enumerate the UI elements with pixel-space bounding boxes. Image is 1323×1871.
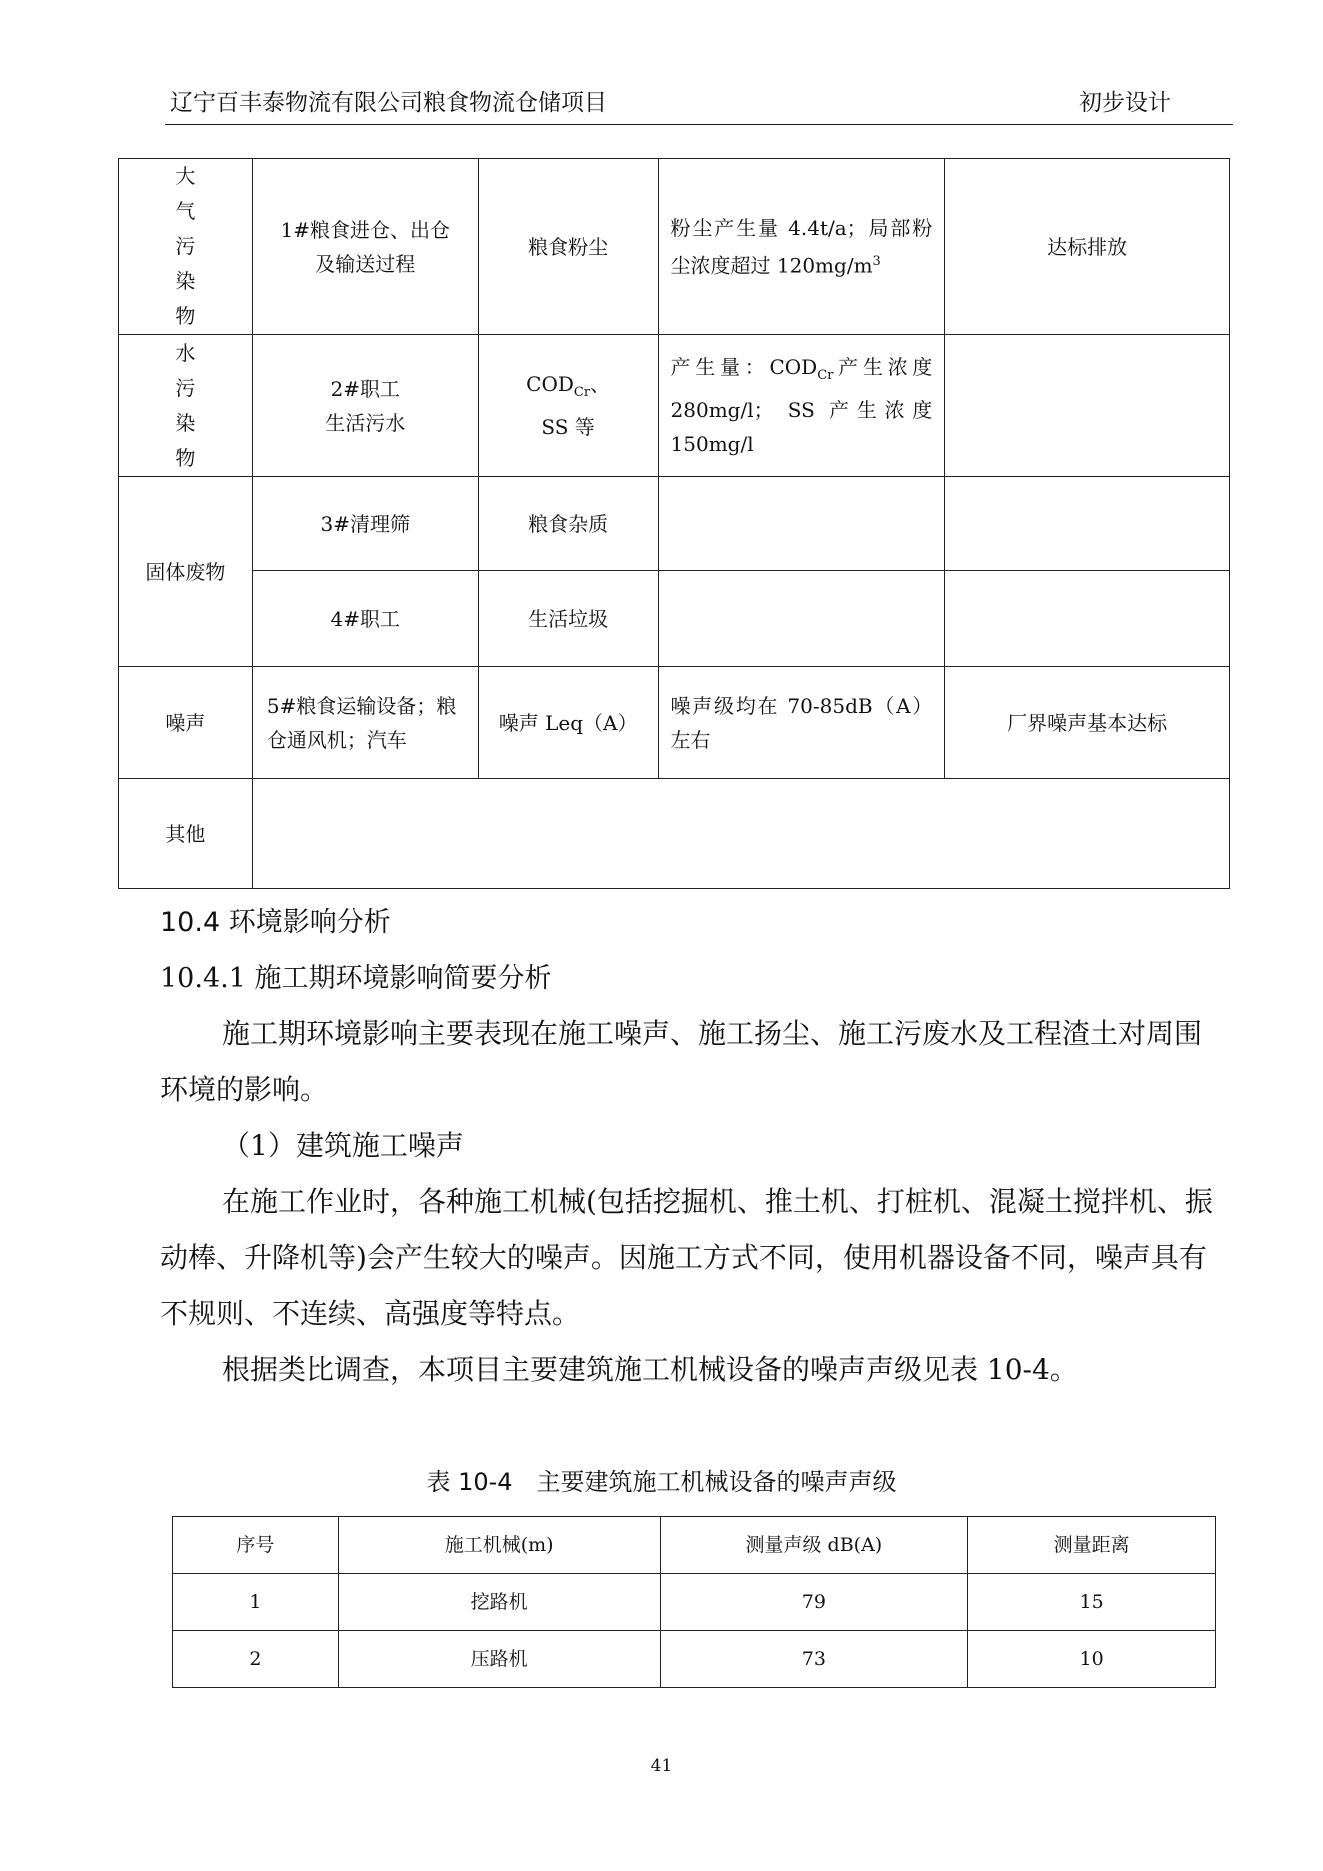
pollutant-line: SS 等	[541, 415, 595, 439]
column-header: 测量距离	[968, 1517, 1216, 1574]
source-cell: 4#职工	[252, 571, 478, 667]
source-line: 2#职工	[330, 376, 400, 401]
page-number: 41	[650, 1756, 673, 1776]
table-cell: 挖路机	[338, 1574, 660, 1631]
category-cell: 其他	[119, 779, 253, 889]
pollutant-line	[479, 367, 658, 410]
table-caption: 表 10-4 主要建筑施工机械设备的噪声声级	[426, 1468, 897, 1496]
paragraph: （1）建筑施工噪声	[222, 1129, 464, 1162]
table-row	[119, 571, 1230, 667]
table-row	[119, 477, 1230, 571]
category-cell: 固体废物	[119, 477, 253, 667]
table-header-row	[173, 1517, 1216, 1574]
header-title: 辽宁百丰泰物流有限公司粮食物流仓储项目	[170, 90, 607, 116]
table-row	[173, 1631, 1216, 1688]
amount-subscript: Cr	[817, 368, 834, 383]
amount-cell: 噪声级均在 70-85dB（A）左右	[658, 667, 945, 779]
table-row	[119, 159, 1230, 335]
content-cell	[252, 779, 1229, 889]
amount-cell	[658, 159, 945, 335]
amount-cell	[658, 335, 945, 477]
source-cell: 1#粮食进仓、出仓及输送过程	[252, 159, 478, 335]
amount-text: 产生量：COD	[670, 355, 818, 379]
measure-cell	[945, 335, 1230, 477]
source-cell: 3#清理筛	[252, 477, 478, 571]
table-row	[119, 335, 1230, 477]
table-cell: 73	[660, 1631, 968, 1688]
pollutant-cell	[478, 335, 658, 477]
column-header: 测量声级 dB(A)	[660, 1517, 968, 1574]
column-header: 序号	[173, 1517, 339, 1574]
table-cell: 1	[173, 1574, 339, 1631]
amount-cell	[658, 571, 945, 667]
measure-cell	[945, 477, 1230, 571]
table-cell: 10	[968, 1631, 1216, 1688]
measure-cell: 达标排放	[945, 159, 1230, 335]
source-cell: 5#粮食运输设备；粮仓通风机；汽车	[252, 667, 478, 779]
pollution-table	[118, 158, 1230, 889]
pollutant-cell: 噪声 Leq（A）	[478, 667, 658, 779]
category-label: 大气污染物	[175, 164, 196, 328]
paragraph: 根据类比调查，本项目主要建筑施工机械设备的噪声声级见表 10-4。	[222, 1353, 1078, 1386]
table-cell: 15	[968, 1574, 1216, 1631]
table-row	[173, 1574, 1216, 1631]
source-cell	[252, 335, 478, 477]
pollutant-cell: 生活垃圾	[478, 571, 658, 667]
column-header: 施工机械(m)	[338, 1517, 660, 1574]
table-row	[119, 667, 1230, 779]
table-cell: 79	[660, 1574, 968, 1631]
category-cell: 噪声	[119, 667, 253, 779]
amount-cell	[658, 477, 945, 571]
amount-text: 产生浓度 280mg/l； SS 产生浓度 150mg/l	[670, 355, 933, 456]
pollutant-text: COD	[526, 372, 574, 396]
header-right-label: 初步设计	[1079, 90, 1171, 116]
source-line: 生活污水	[325, 410, 406, 435]
noise-table	[172, 1516, 1216, 1688]
pollutant-cell: 粮食杂质	[478, 477, 658, 571]
paragraph: 施工期环境影响主要表现在施工噪声、施工扬尘、施工污废水及工程渣土对周围环境的影响。	[160, 1017, 1203, 1106]
category-label: 水污染物	[175, 340, 196, 470]
amount-text: 粉尘产生量 4.4t/a；局部粉尘浓度超过 120mg/m	[670, 215, 933, 278]
amount-superscript: 3	[872, 253, 881, 269]
table-cell: 2	[173, 1631, 339, 1688]
header-rule	[165, 124, 1233, 125]
table-row	[119, 779, 1230, 889]
measure-cell	[945, 571, 1230, 667]
subsection-heading: 10.4.1 施工期环境影响简要分析	[160, 963, 552, 994]
table-cell: 压路机	[338, 1631, 660, 1688]
category-cell	[119, 159, 253, 335]
measure-cell: 厂界噪声基本达标	[945, 667, 1230, 779]
section-heading: 10.4 环境影响分析	[160, 907, 391, 938]
pollutant-cell: 粮食粉尘	[478, 159, 658, 335]
pollutant-subscript: Cr	[573, 385, 591, 400]
category-cell	[119, 335, 253, 477]
pollutant-tail: 、	[590, 372, 611, 396]
paragraph: 在施工作业时，各种施工机械(包括挖掘机、推土机、打桩机、混凝土搅拌机、振动棒、升降机等)会产生较大的噪声。因施工方式不同，使用机器设备不同，噪声具有不规则、不连续、高强度等特点。	[160, 1185, 1213, 1330]
